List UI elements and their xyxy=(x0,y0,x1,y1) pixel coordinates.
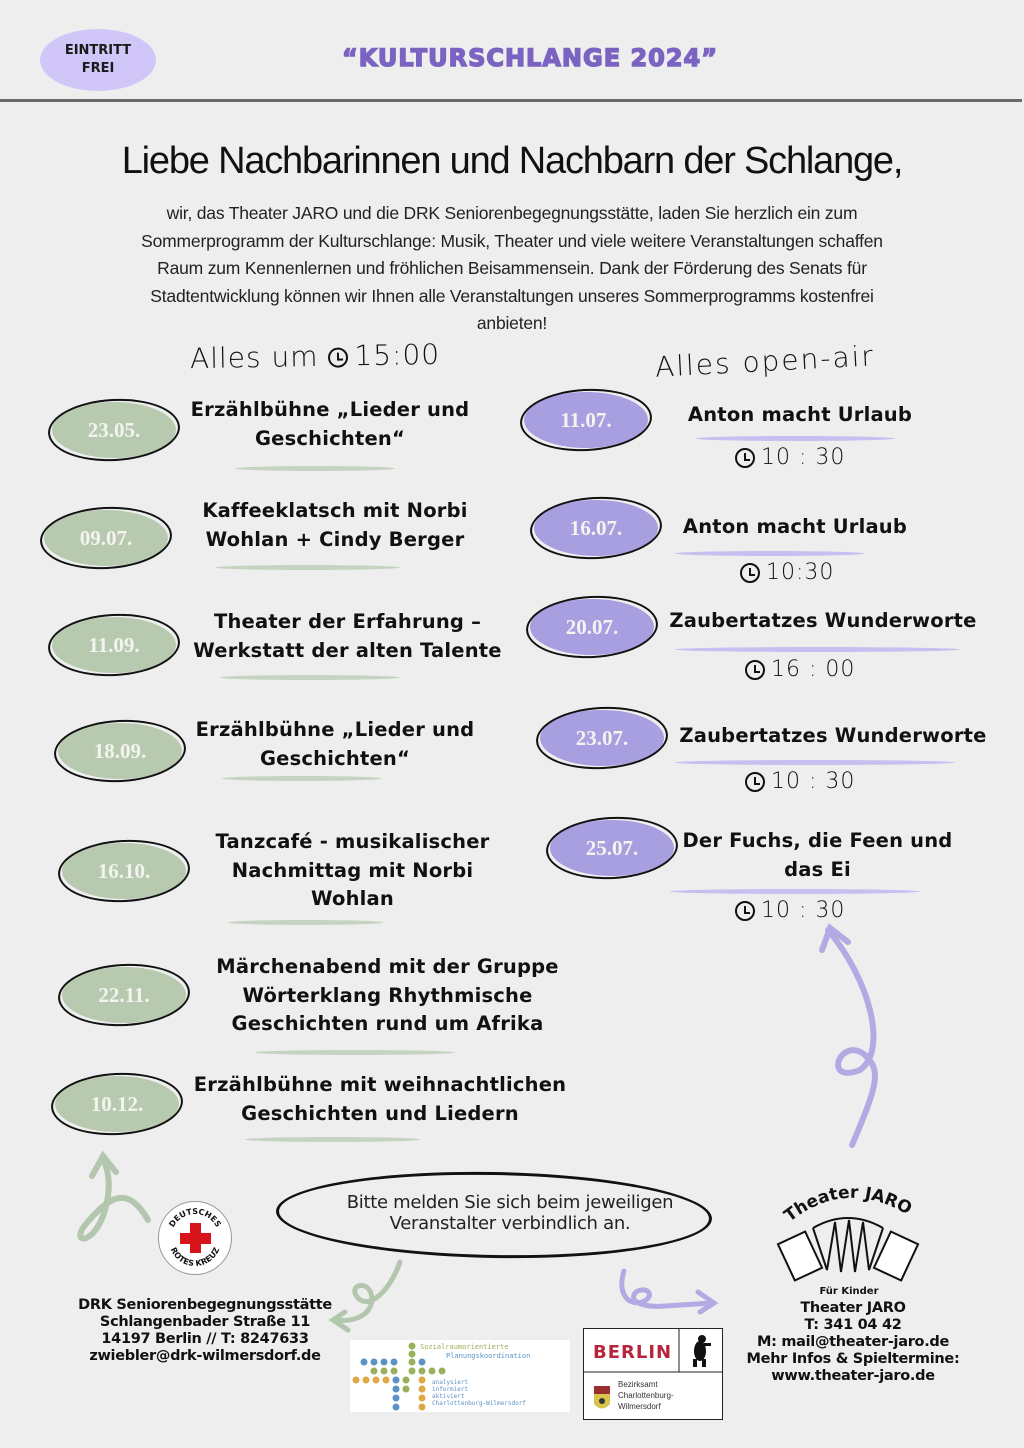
event-time-value: 16 : 00 xyxy=(771,657,856,682)
event-title-line: Geschichten“ xyxy=(254,426,406,450)
event-title-line: Wohlan xyxy=(310,887,395,910)
event-date-badge: 23.07. xyxy=(540,710,664,766)
jaro-logo-title: Theater JARO xyxy=(780,1182,916,1227)
event-date-badge: 22.11. xyxy=(62,967,186,1023)
notice-line: Veranstalter verbindlich an. xyxy=(389,1213,631,1234)
event-title-line: Theater der Erfahrung – xyxy=(213,610,482,633)
event-title-line: Geschichten und Liedern xyxy=(241,1101,519,1125)
jaro-logo-sub: Für Kinder xyxy=(819,1286,879,1297)
heading-time: 15:00 xyxy=(354,337,441,373)
event-title-line: Tanzcafé - musikalischer xyxy=(215,830,490,853)
berlin-sub-line: Bezirksamt xyxy=(618,1380,658,1389)
drk-logo-text-top: DEUTSCHES xyxy=(167,1206,223,1229)
jaro-info-label: Mehr Infos & Spieltermine: xyxy=(746,1351,960,1367)
drk-city-phone: 14197 Berlin // T: 8247633 xyxy=(101,1331,309,1347)
event-title-line: Anton macht Urlaub xyxy=(682,515,908,538)
jaro-name: Theater JARO xyxy=(800,1300,906,1316)
event-title-line: Wörterklang Rhythmische xyxy=(242,983,533,1007)
jaro-email[interactable]: M: mail@theater-jaro.de xyxy=(756,1334,950,1350)
jaro-contact xyxy=(740,1300,966,1385)
event-title-line: Wohlan + Cindy Berger xyxy=(205,527,465,551)
event-title-line: Erzählbühne „Lieder und xyxy=(190,398,470,421)
event-title-line: Werkstatt der alten Talente xyxy=(193,638,502,662)
banner-title: “KULTURSCHLANGE 2024” xyxy=(341,44,719,72)
event-date-badge: 11.09. xyxy=(52,617,176,673)
event-title-line: Märchenabend mit der Gruppe xyxy=(216,955,559,978)
event-time-value: 10:30 xyxy=(766,560,835,585)
event-title-line: Erzählbühne „Lieder und xyxy=(195,718,475,741)
purple-loop-arrow-up-icon xyxy=(822,928,875,1145)
page-headline: Liebe Nachbarinnen und Nachbarn der Schlange, xyxy=(121,140,903,182)
sozial-line: aktiviert xyxy=(432,1393,465,1400)
event-time-value: 10 : 30 xyxy=(761,898,846,923)
intro-line: Raum zum Kennenlernen und fröhlichen Beisammensein. Dank der Förderung des Senats für xyxy=(157,258,867,278)
event-date-badge: 10.12. xyxy=(55,1076,179,1132)
sozialraum-logo xyxy=(350,1340,570,1412)
jaro-phone: T: 341 04 42 xyxy=(804,1317,902,1333)
berlin-bezirksamt-logo xyxy=(583,1328,723,1420)
event-date-badge: 16.07. xyxy=(534,500,658,556)
intro-line: anbieten! xyxy=(476,313,548,333)
red-cross-icon xyxy=(159,1202,231,1274)
sozial-line: Charlottenburg-Wilmersdorf xyxy=(432,1400,526,1407)
badge-line-2: FREI xyxy=(81,61,115,76)
intro-line: Sommerprogramm der Kulturschlange: Musik, Theater und viele weitere Veranstaltungen schaffen xyxy=(141,230,883,251)
event-title-line: das Ei xyxy=(784,857,851,881)
drk-email[interactable]: zwiebler@drk-wilmersdorf.de xyxy=(89,1348,321,1364)
event-title-line: Erzählbühne mit weihnachtlichen xyxy=(193,1073,567,1096)
drk-address xyxy=(60,1297,350,1365)
intro-line: Stadtentwicklung können wir Ihnen alle Veranstaltungen unseres Sommerprogramms kostenfrei xyxy=(150,285,874,306)
event-title-line: Anton macht Urlaub xyxy=(687,403,913,426)
accordion-icon xyxy=(778,1218,918,1280)
right-column-heading: Alles open-air xyxy=(654,339,876,384)
event-title-line: Kaffeeklatsch mit Norbi xyxy=(202,499,468,522)
event-date-badge: 16.10. xyxy=(62,843,186,899)
berlin-sub-line: Wilmersdorf xyxy=(618,1402,661,1411)
badge-line-1: EINTRITT xyxy=(64,43,132,58)
berlin-bear-icon xyxy=(693,1335,711,1367)
drk-street: Schlangenbader Straße 11 xyxy=(99,1314,311,1330)
sozial-title-2: Planungskoordination xyxy=(446,1352,531,1360)
purple-loop-arrow-right-icon xyxy=(622,1271,714,1312)
berlin-sub-line: Charlottenburg- xyxy=(618,1391,674,1400)
event-title-line: Geschichten“ xyxy=(259,746,411,770)
event-date-badge: 18.09. xyxy=(58,723,182,779)
berlin-logo-graphic xyxy=(584,1329,722,1419)
event-date-badge: 11.07. xyxy=(524,392,648,448)
drk-logo-text-bottom: ROTES KREUZ xyxy=(168,1245,222,1269)
event-time-value: 10 : 30 xyxy=(771,769,856,794)
event-title-line: Geschichten rund um Afrika xyxy=(231,1012,544,1035)
svg-text:Theater JARO xyxy=(781,1183,915,1226)
sozial-title-1: Sozialraumorientierte xyxy=(420,1343,509,1351)
event-title-line: Der Fuchs, die Feen und xyxy=(682,829,953,852)
drk-name: DRK Seniorenbegegnungsstätte xyxy=(78,1297,332,1313)
registration-notice xyxy=(300,1192,720,1234)
event-title-line: Zaubertatzes Wunderworte xyxy=(679,724,987,747)
sozial-line: analysiert xyxy=(432,1379,469,1386)
heading-prefix: Alles um xyxy=(189,339,319,376)
event-time-value: 10 : 30 xyxy=(761,445,846,470)
event-date-badge: 23.05. xyxy=(52,402,176,458)
berlin-word: BERLIN xyxy=(593,1342,673,1363)
event-date-badge: 25.07. xyxy=(550,820,674,876)
event-date-badge: 09.07. xyxy=(44,510,168,566)
event-title-line: Nachmittag mit Norbi xyxy=(231,858,474,882)
notice-line: Bitte melden Sie sich beim jeweiligen xyxy=(346,1192,674,1213)
intro-line: wir, das Theater JARO und die DRK Seniorenbegegnungsstätte, laden Sie herzlich ein zum xyxy=(166,203,858,223)
dot-grid-logo-icon xyxy=(350,1340,570,1412)
event-title-line: Zaubertatzes Wunderworte xyxy=(669,609,977,632)
drk-logo xyxy=(158,1201,232,1275)
sozial-line: informiert xyxy=(432,1386,469,1393)
district-coat-of-arms-icon xyxy=(594,1386,610,1409)
event-date-badge: 20.07. xyxy=(530,599,654,655)
theater-jaro-logo xyxy=(775,1178,925,1300)
jaro-website-link[interactable]: www.theater-jaro.de xyxy=(771,1368,935,1384)
green-loop-arrow-up-icon xyxy=(80,1156,148,1239)
